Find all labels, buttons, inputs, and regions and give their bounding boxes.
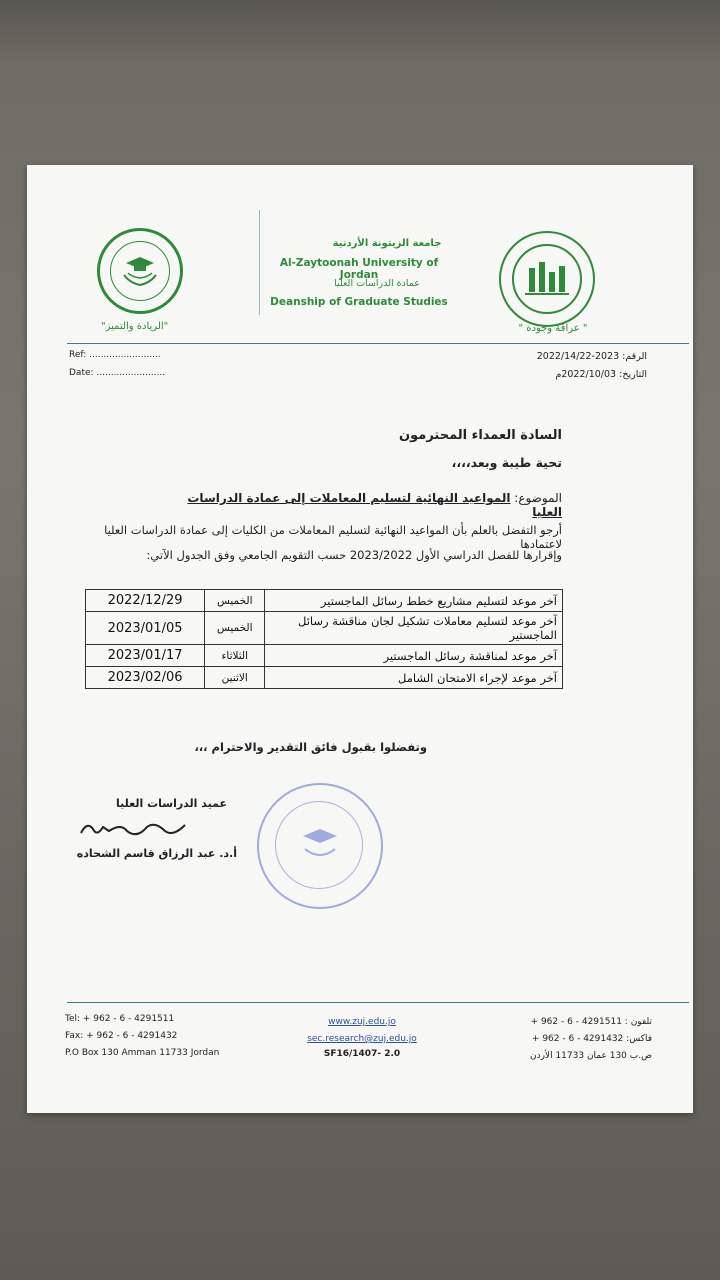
signature-title: عميد الدراسات العليا — [116, 797, 227, 810]
footer-tel-arabic: تلفون : 4291511 - 6 - 962 + — [530, 1017, 652, 1027]
schedule-event-cell: آخر موعد لمناقشة رسائل الماجستير — [265, 645, 563, 667]
footer-tel: Tel: + 962 - 6 - 4291511 — [65, 1014, 175, 1024]
english-deanship-name: Deanship of Graduate Studies — [270, 296, 448, 308]
right-motto: " عراقة وجودة " — [518, 323, 588, 334]
greeting: تحية طيبة وبعد،،،، — [451, 455, 562, 470]
schedule-date-cell: 2023/01/05 — [86, 612, 205, 645]
schedule-table — [85, 589, 563, 689]
subject-label: الموضوع: — [514, 491, 562, 505]
date-field: Date: ........................ — [69, 368, 166, 378]
schedule-day-cell: الخميس — [205, 590, 265, 612]
arabic-deanship-name: عمادة الدراسات العليا — [334, 278, 420, 289]
handwritten-signature — [77, 815, 197, 843]
footer-website[interactable]: www.zuj.edu.jo — [328, 1017, 396, 1027]
schedule-date-cell: 2023/01/17 — [86, 645, 205, 667]
schedule-row — [86, 645, 563, 667]
letter-date: التاريخ: 2022/10/03م — [555, 369, 647, 380]
arabic-university-name: جامعة الزيتونة الأردنية — [332, 238, 442, 249]
university-emblem-icon — [523, 258, 571, 300]
paragraph-line-1: أرجو التفضل بالعلم بأن المواعيد النهائية لتسليم المعاملات من الكليات إلى عمادة الدراسات العليا لاعتمادها — [104, 523, 562, 551]
university-logo — [499, 231, 595, 327]
schedule-day-cell: الخميس — [205, 612, 265, 645]
schedule-event-cell: آخر موعد لتسليم معاملات تشكيل لجان مناقشة رسائل الماجستير — [265, 612, 563, 645]
closing-line: وتفضلوا بقبول فائق التقدير والاحترام ،،، — [194, 740, 427, 754]
schedule-day-cell: الثلاثاء — [205, 645, 265, 667]
schedule-row — [86, 612, 563, 645]
schedule-event-cell: آخر موعد لإجراء الامتحان الشامل — [265, 667, 563, 689]
footer-fax-arabic: فاكس: 4291432 - 6 - 962 + — [531, 1034, 652, 1044]
subject-text: المواعيد النهائية لتسليم المعاملات إلى عمادة الدراسات العليا — [187, 491, 562, 519]
schedule-row — [86, 667, 563, 689]
letter-page — [27, 165, 693, 1113]
header-rule — [67, 343, 689, 344]
graduation-cap-icon — [120, 253, 160, 289]
paragraph-line-2: وإقرارها للفصل الدراسي الأول 2023/2022 حسب التقويم الجامعي وفق الجدول الآتي: — [146, 548, 562, 562]
ref-field: Ref: ......................... — [69, 350, 161, 360]
footer-form-code: SF16/1407- 2.0 — [323, 1049, 401, 1059]
reference-number: الرقم: 2023-2022/14/22 — [536, 351, 647, 362]
footer-fax: Fax: + 962 - 6 - 4291432 — [65, 1031, 178, 1041]
footer-pobox: P.O Box 130 Amman 11733 Jordan — [65, 1048, 220, 1058]
schedule-date-cell: 2023/02/06 — [86, 667, 205, 689]
stamp-cap-icon — [295, 825, 345, 865]
english-university-name: Al-Zaytoonah University of Jordan — [279, 257, 439, 281]
subject-line — [177, 491, 562, 519]
official-stamp — [257, 783, 383, 909]
footer-email[interactable]: sec.research@zuj.edu.jo — [307, 1034, 417, 1044]
footer-rule — [67, 1002, 689, 1003]
footer-pobox-arabic: ص.ب 130 عمان 11733 الأردن — [529, 1051, 652, 1061]
schedule-date-cell: 2022/12/29 — [86, 590, 205, 612]
salutation: السادة العمداء المحترمون — [399, 428, 562, 443]
left-motto: "الريادة والتميز" — [101, 321, 169, 332]
background-top — [0, 0, 720, 60]
schedule-event-cell: آخر موعد لتسليم مشاريع خطط رسائل الماجستير — [265, 590, 563, 612]
graduate-studies-logo — [97, 228, 183, 314]
schedule-day-cell: الاثنين — [205, 667, 265, 689]
signatory-name: أ.د. عبد الرزاق قاسم الشحاده — [76, 847, 237, 860]
schedule-row — [86, 590, 563, 612]
